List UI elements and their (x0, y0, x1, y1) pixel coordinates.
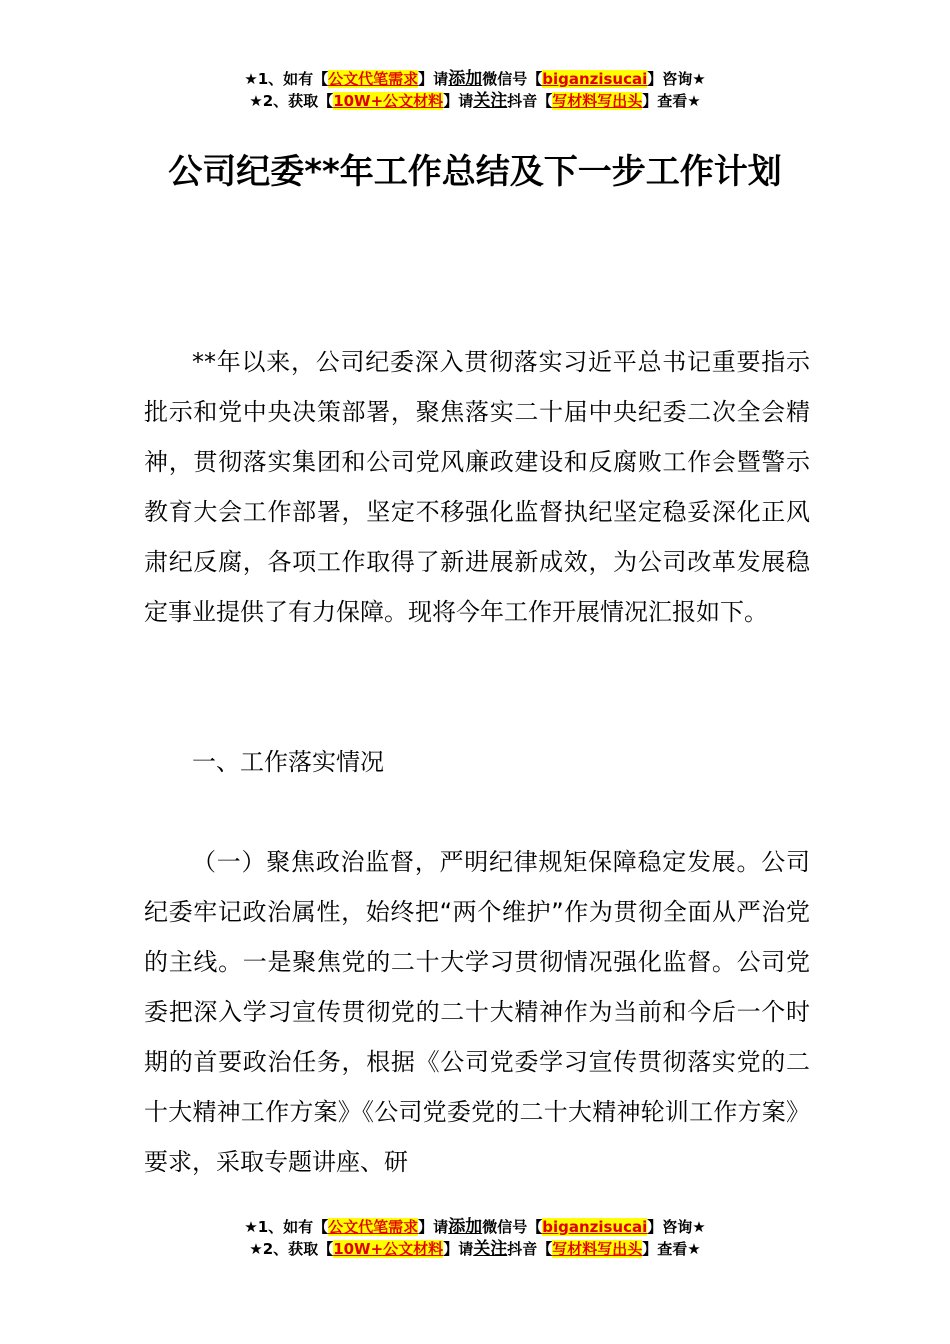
notice-text: 】请 (443, 1240, 474, 1258)
notice-text: 】请 (418, 1218, 449, 1236)
highlight-tag: biganzisucai (542, 70, 648, 88)
notice-text: ★2、获取【 (249, 92, 334, 110)
body-paragraph-intro: **年以来，公司纪委深入贯彻落实习近平总书记重要指示批示和党中央决策部署，聚焦落实二十届中央纪委二次全会精神，贯彻落实集团和公司党风廉政建设和反腐败工作会暨警示教育大会工作部署，坚定不移强化监督执纪坚定稳妥深化正风肃纪反腐，各项工作取得了新进展新成效，为公司改革发展稳定事业提供了有力保障。现将今年工作开展情况汇报如下。 (144, 348, 810, 626)
notice-emphasis: 关注 (473, 1239, 508, 1259)
notice-text: 】咨询★ (647, 70, 706, 88)
notice-text: 】咨询★ (647, 1218, 706, 1236)
notice-text: 】查看★ (642, 1240, 701, 1258)
promo-line-1 (0, 1216, 950, 1238)
promo-line-2 (0, 1238, 950, 1260)
highlight-tag: 公文代笔需求 (328, 1218, 419, 1236)
notice-text: ★1、如有【 (244, 1218, 329, 1236)
notice-text: ★1、如有【 (244, 70, 329, 88)
body-paragraph-section: （一）聚焦政治监督，严明纪律规矩保障稳定发展。公司纪委牢记政治属性，始终把“两个维护”作为贯彻全面从严治党的主线。一是聚焦党的二十大学习贯彻情况强化监督。公司党委把深入学习宣传贯彻党的二十大精神作为当前和今后一个时期的首要政治任务，根据《公司党委学习宣传贯彻落实党的二十大精神工作方案》《公司党委党的二十大精神轮训工作方案》要求，采取专题讲座、研 (144, 848, 810, 1176)
promo-line-2 (0, 90, 950, 112)
notice-emphasis: 关注 (473, 91, 508, 111)
highlight-tag: 写材料写出头 (552, 1240, 643, 1258)
promo-notice-top (0, 68, 950, 112)
notice-emphasis: 添加 (448, 1217, 483, 1237)
highlight-tag: 10W+公文材料 (333, 1240, 444, 1258)
notice-text: 抖音【 (507, 92, 553, 110)
promo-line-1 (0, 68, 950, 90)
highlight-tag: 10W+公文材料 (333, 92, 444, 110)
notice-text: 】请 (443, 92, 474, 110)
highlight-tag: 写材料写出头 (552, 92, 643, 110)
notice-text: 微信号【 (482, 1218, 543, 1236)
notice-text: 抖音【 (507, 1240, 553, 1258)
notice-text: 】请 (418, 70, 449, 88)
notice-text: 微信号【 (482, 70, 543, 88)
notice-text: 】查看★ (642, 92, 701, 110)
section-heading: 一、工作落实情况 (192, 748, 384, 776)
promo-notice-bottom (0, 1216, 950, 1260)
highlight-tag: biganzisucai (542, 1218, 648, 1236)
notice-emphasis: 添加 (448, 69, 483, 89)
notice-text: ★2、获取【 (249, 1240, 334, 1258)
highlight-tag: 公文代笔需求 (328, 70, 419, 88)
document-title: 公司纪委**年工作总结及下一步工作计划 (168, 152, 782, 192)
